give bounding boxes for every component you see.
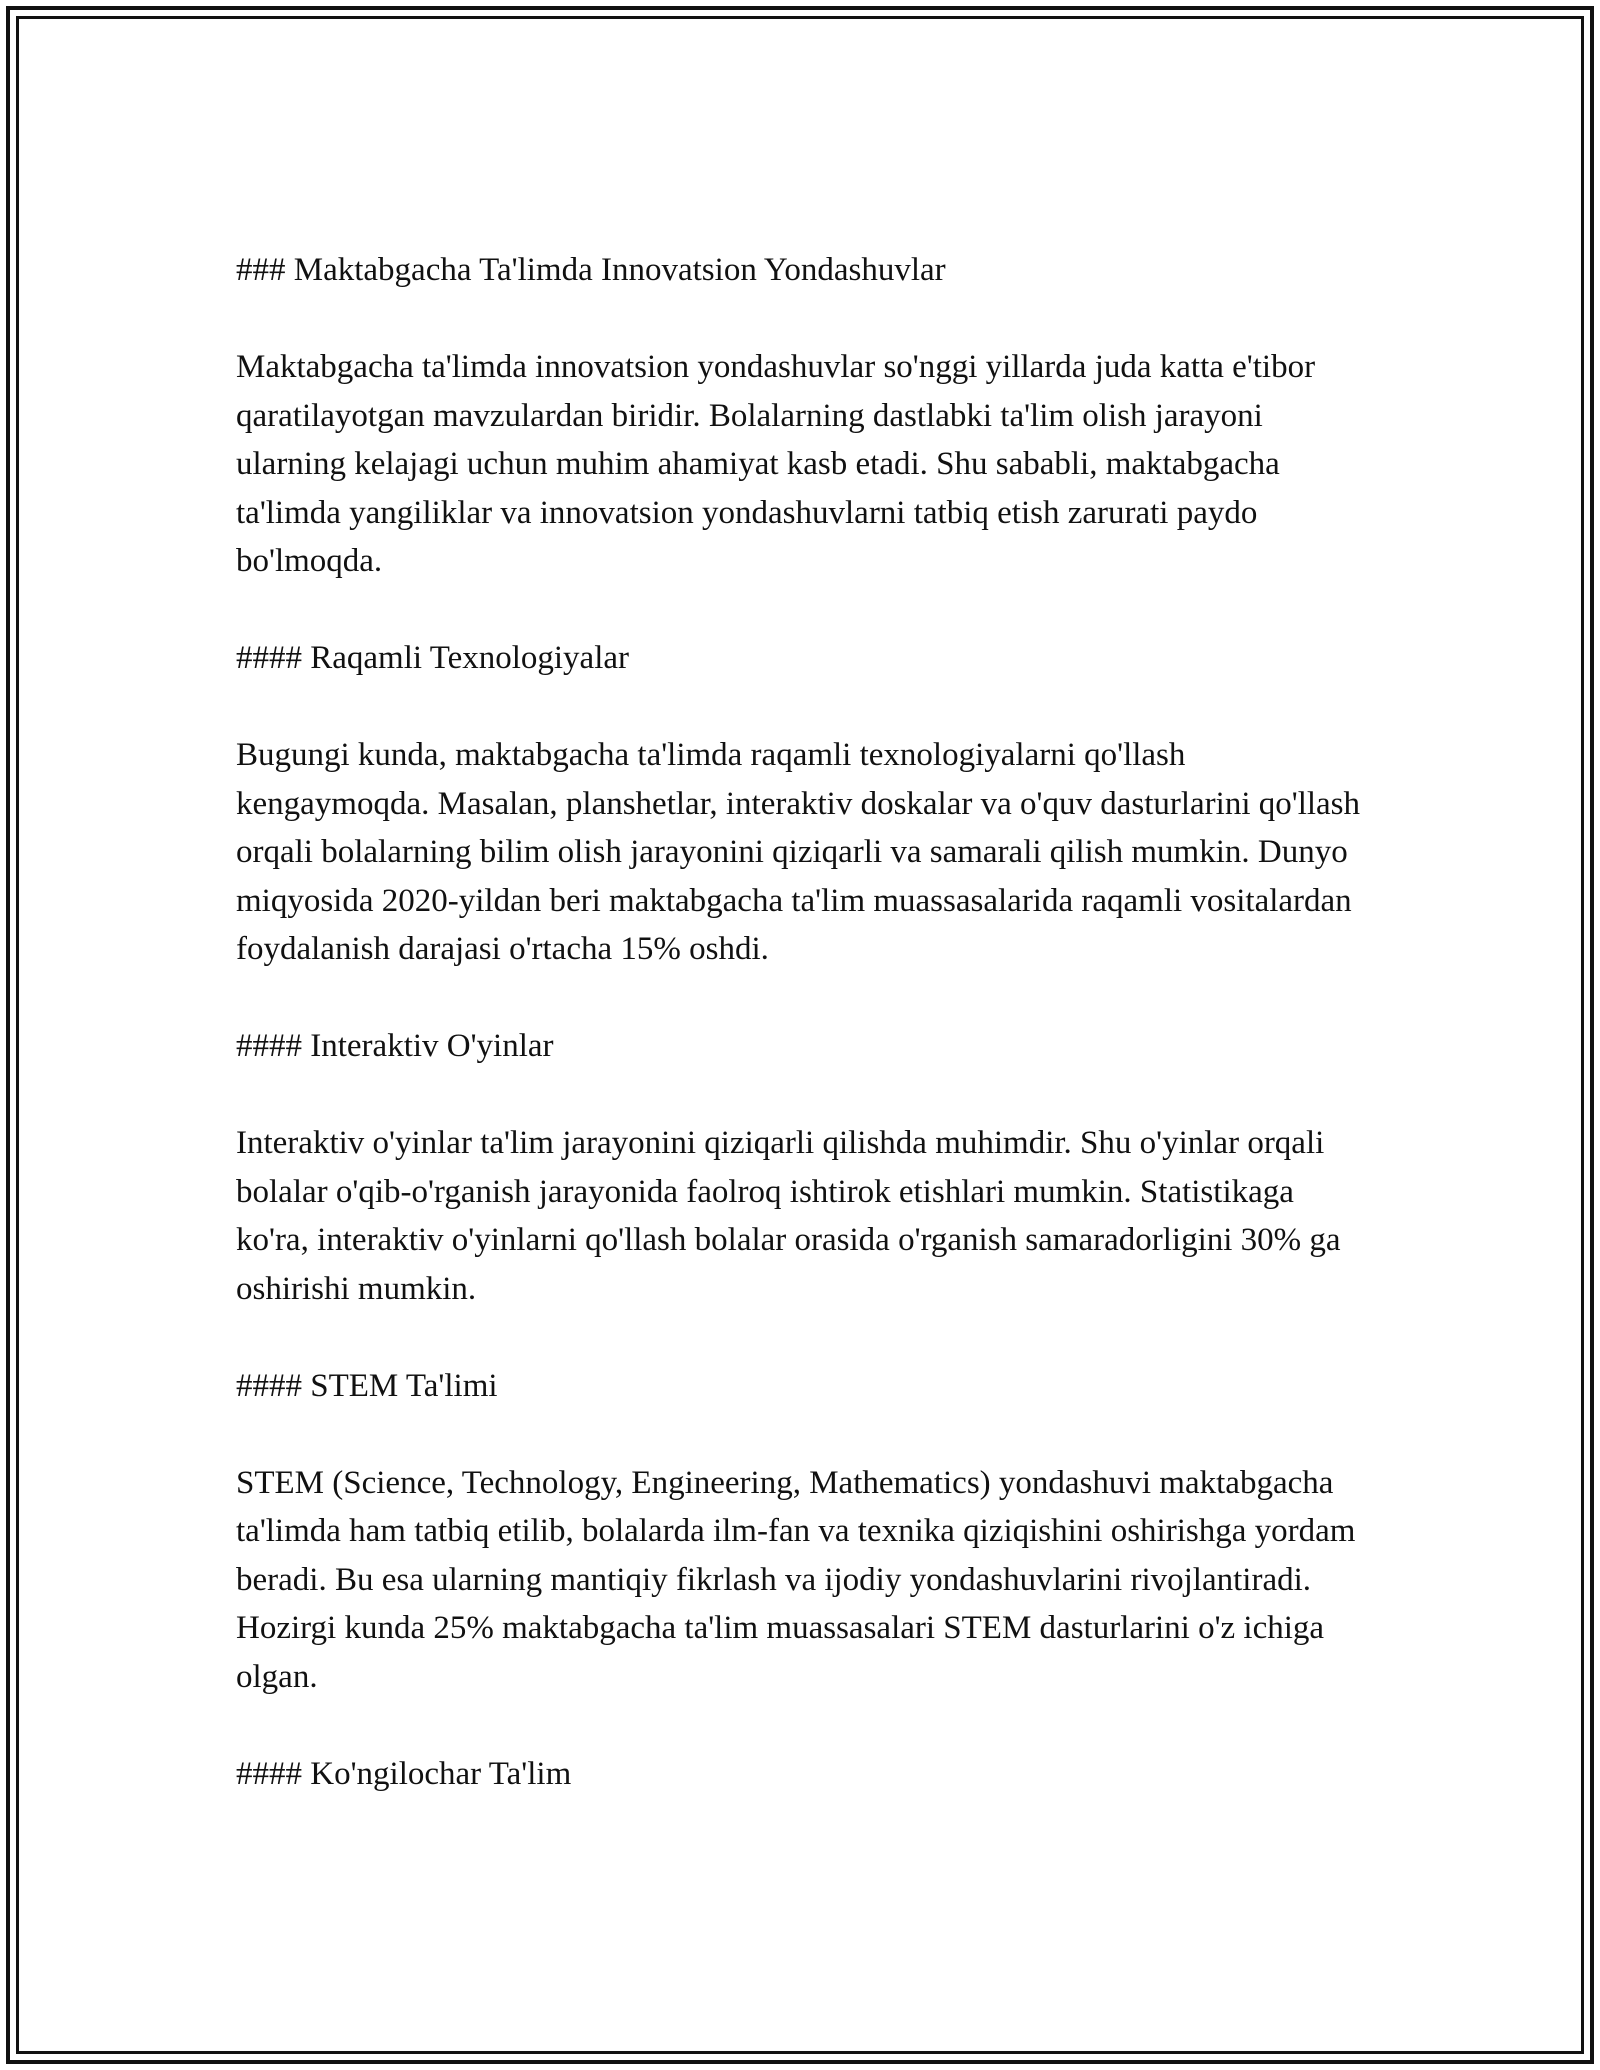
section-body-interactive-games: Interaktiv o'yinlar ta'lim jarayonini qiziqarli qilishda muhimdir. Shu o'yinlar orqali bolalar o'qib-o'rganish jarayonida faolroq ishtirok etishlari mumkin. Statistikaga ko'ra, interaktiv o'yinlarni qo'llash bolalar orasida o'rganish samaradorligini 30% ga oshirishi mumkin. <box>236 1125 1341 1307</box>
document-title: ### Maktabgacha Ta'limda Innovatsion Yondashuvlar <box>236 252 946 288</box>
section-heading-stem-education: #### STEM Ta'limi <box>236 1367 498 1404</box>
section-body-stem-education: STEM (Science, Technology, Engineering, Mathematics) yondashuvi maktabgacha ta'limda ham tatbiq etilib, bolalarda ilm-fan va texnika qiziqishini oshirishga yordam beradi. Bu esa ularning mantiqiy fikrlash va ijodiy yondashuvlarini rivojlantiradi. Hozirgi kunda 25% maktabgacha ta'lim muassasalari STEM dasturlarini o'z ichiga olgan. <box>236 1464 1356 1695</box>
section-heading-interactive-games: #### Interaktiv O'yinlar <box>236 1028 554 1064</box>
section-heading-digital-technologies: #### Raqamli Texnologiyalar <box>236 640 630 676</box>
section-heading-entertaining-education: #### Ko'ngilochar Ta'lim <box>236 1755 572 1792</box>
intro-paragraph: Maktabgacha ta'limda innovatsion yondashuvlar so'nggi yillarda juda katta e'tibor qaratilayotgan mavzulardan biridir. Bolalarning dastlabki ta'lim olish jarayoni ularning kelajagi uchun muhim ahamiyat kasb etadi. Shu sababli, maktabgacha ta'limda yangiliklar va innovatsion yondashuvlarni tatbiq etish zarurati paydo bo'lmoqda. <box>236 349 1316 579</box>
document-body <box>236 246 1371 1798</box>
section-body-digital-technologies: Bugungi kunda, maktabgacha ta'limda raqamli texnologiyalarni qo'llash kengaymoqda. Masalan, planshetlar, interaktiv doskalar va o'quv dasturlarini qo'llash orqali bolalarning bilim olish jarayonini qiziqarli va samarali qilish mumkin. Dunyo miqyosida 2020-yildan beri maktabgacha ta'lim muassasalarida raqamli vositalardan foydalanish darajasi o'rtacha 15% oshdi. <box>236 737 1361 967</box>
